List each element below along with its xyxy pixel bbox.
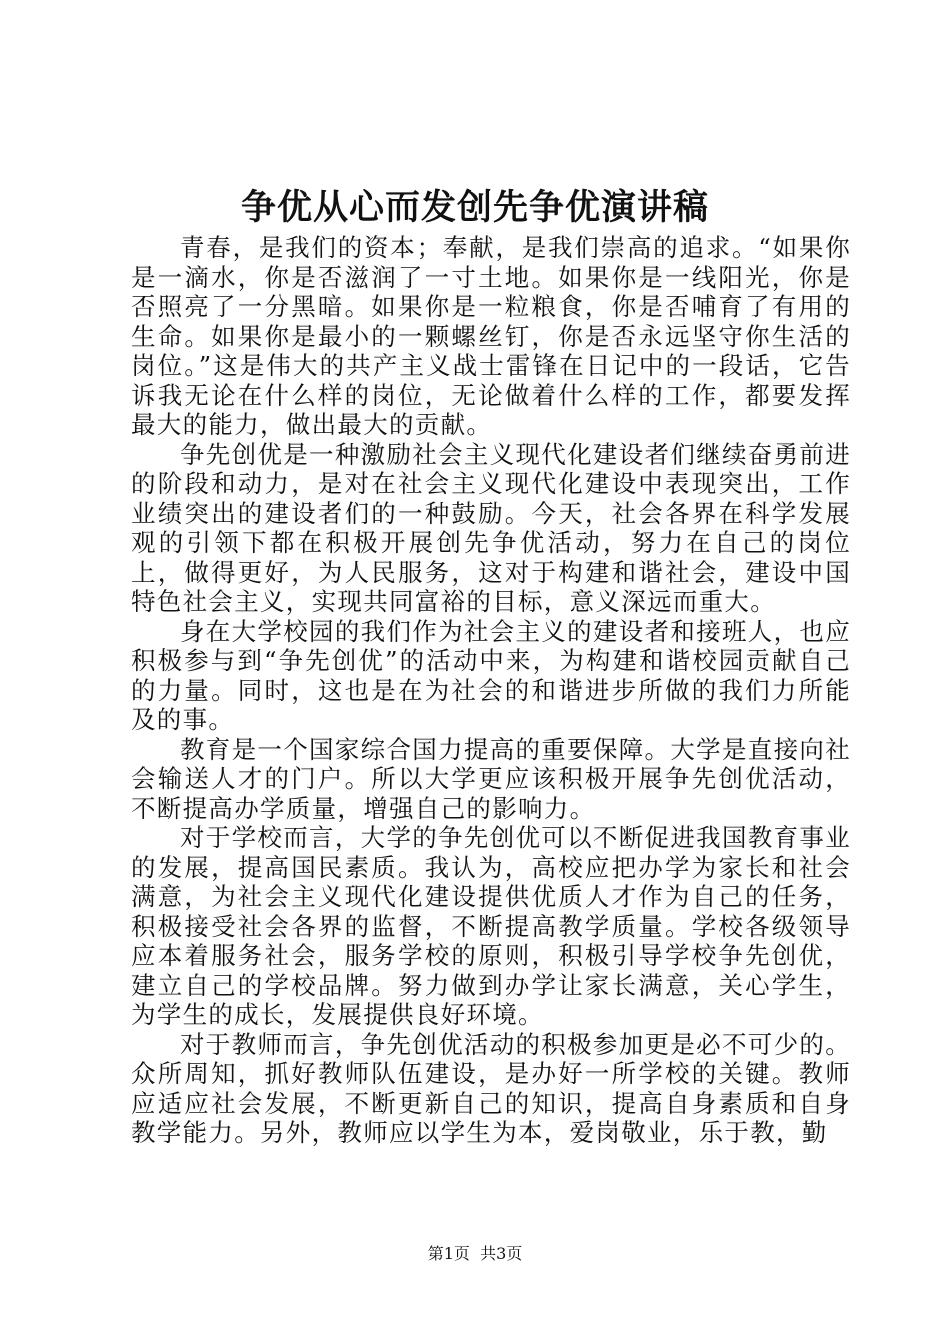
paragraph: 对于教师而言，争先创优活动的积极参加更是必不可少的。众所周知，抓好教师队伍建设，是办好一所学校的关键。教师应适应社会发展，不断更新自己的知识，提高自身素质和自身教学能力。另外，教师应以学生为本，爱岗敬业，乐于教，勤 bbox=[131, 1029, 851, 1147]
paragraph: 身在大学校园的我们作为社会主义的建设者和接班人，也应积极参与到“争先创优”的活动中来，为构建和谐校园贡献自己的力量。同时，这也是在为社会的和谐进步所做的我们力所能及的事。 bbox=[131, 616, 851, 734]
paragraph: 争先创优是一种激励社会主义现代化建设者们继续奋勇前进的阶段和动力，是对在社会主义现代化建设中表现突出，工作业绩突出的建设者们的一种鼓励。今天，社会各界在科学发展观的引领下都在积极开展创先争优活动，努力在自己的岗位上，做得更好，为人民服务，这对于构建和谐社会，建设中国特色社会主义，实现共同富裕的目标，意义深远而重大。 bbox=[131, 439, 851, 616]
page-total: 共3页 bbox=[480, 1244, 523, 1263]
paragraph: 对于学校而言，大学的争先创优可以不断促进我国教育事业的发展，提高国民素质。我认为，高校应把办学为家长和社会满意，为社会主义现代化建设提供优质人才作为自己的任务，积极接受社会各界的监督，不断提高教学质量。学校各级领导应本着服务社会，服务学校的原则，积极引导学校争先创优，建立自己的学校品牌。努力做到办学让家长满意，关心学生，为学生的成长，发展提供良好环境。 bbox=[131, 823, 851, 1029]
page-footer bbox=[0, 1244, 950, 1264]
document-title: 争优从心而发创先争优演讲稿 bbox=[240, 188, 709, 228]
paragraph: 青春，是我们的资本；奉献，是我们崇高的追求。“如果你是一滴水，你是否滋润了一寸土地。如果你是一线阳光，你是否照亮了一分黑暗。如果你是一粒粮食，你是否哺育了有用的生命。如果你是最小的一颗螺丝钉，你是否永远坚守你生活的岗位。”这是伟大的共产主义战士雷锋在日记中的一段话，它告诉我无论在什么样的岗位，无论做着什么样的工作，都要发挥最大的能力，做出最大的贡献。 bbox=[131, 233, 851, 439]
paragraph: 教育是一个国家综合国力提高的重要保障。大学是直接向社会输送人才的门户。所以大学更应该积极开展争先创优活动，不断提高办学质量，增强自己的影响力。 bbox=[131, 734, 851, 823]
page-number: 第1页 bbox=[427, 1244, 470, 1263]
document-body bbox=[131, 233, 851, 1148]
